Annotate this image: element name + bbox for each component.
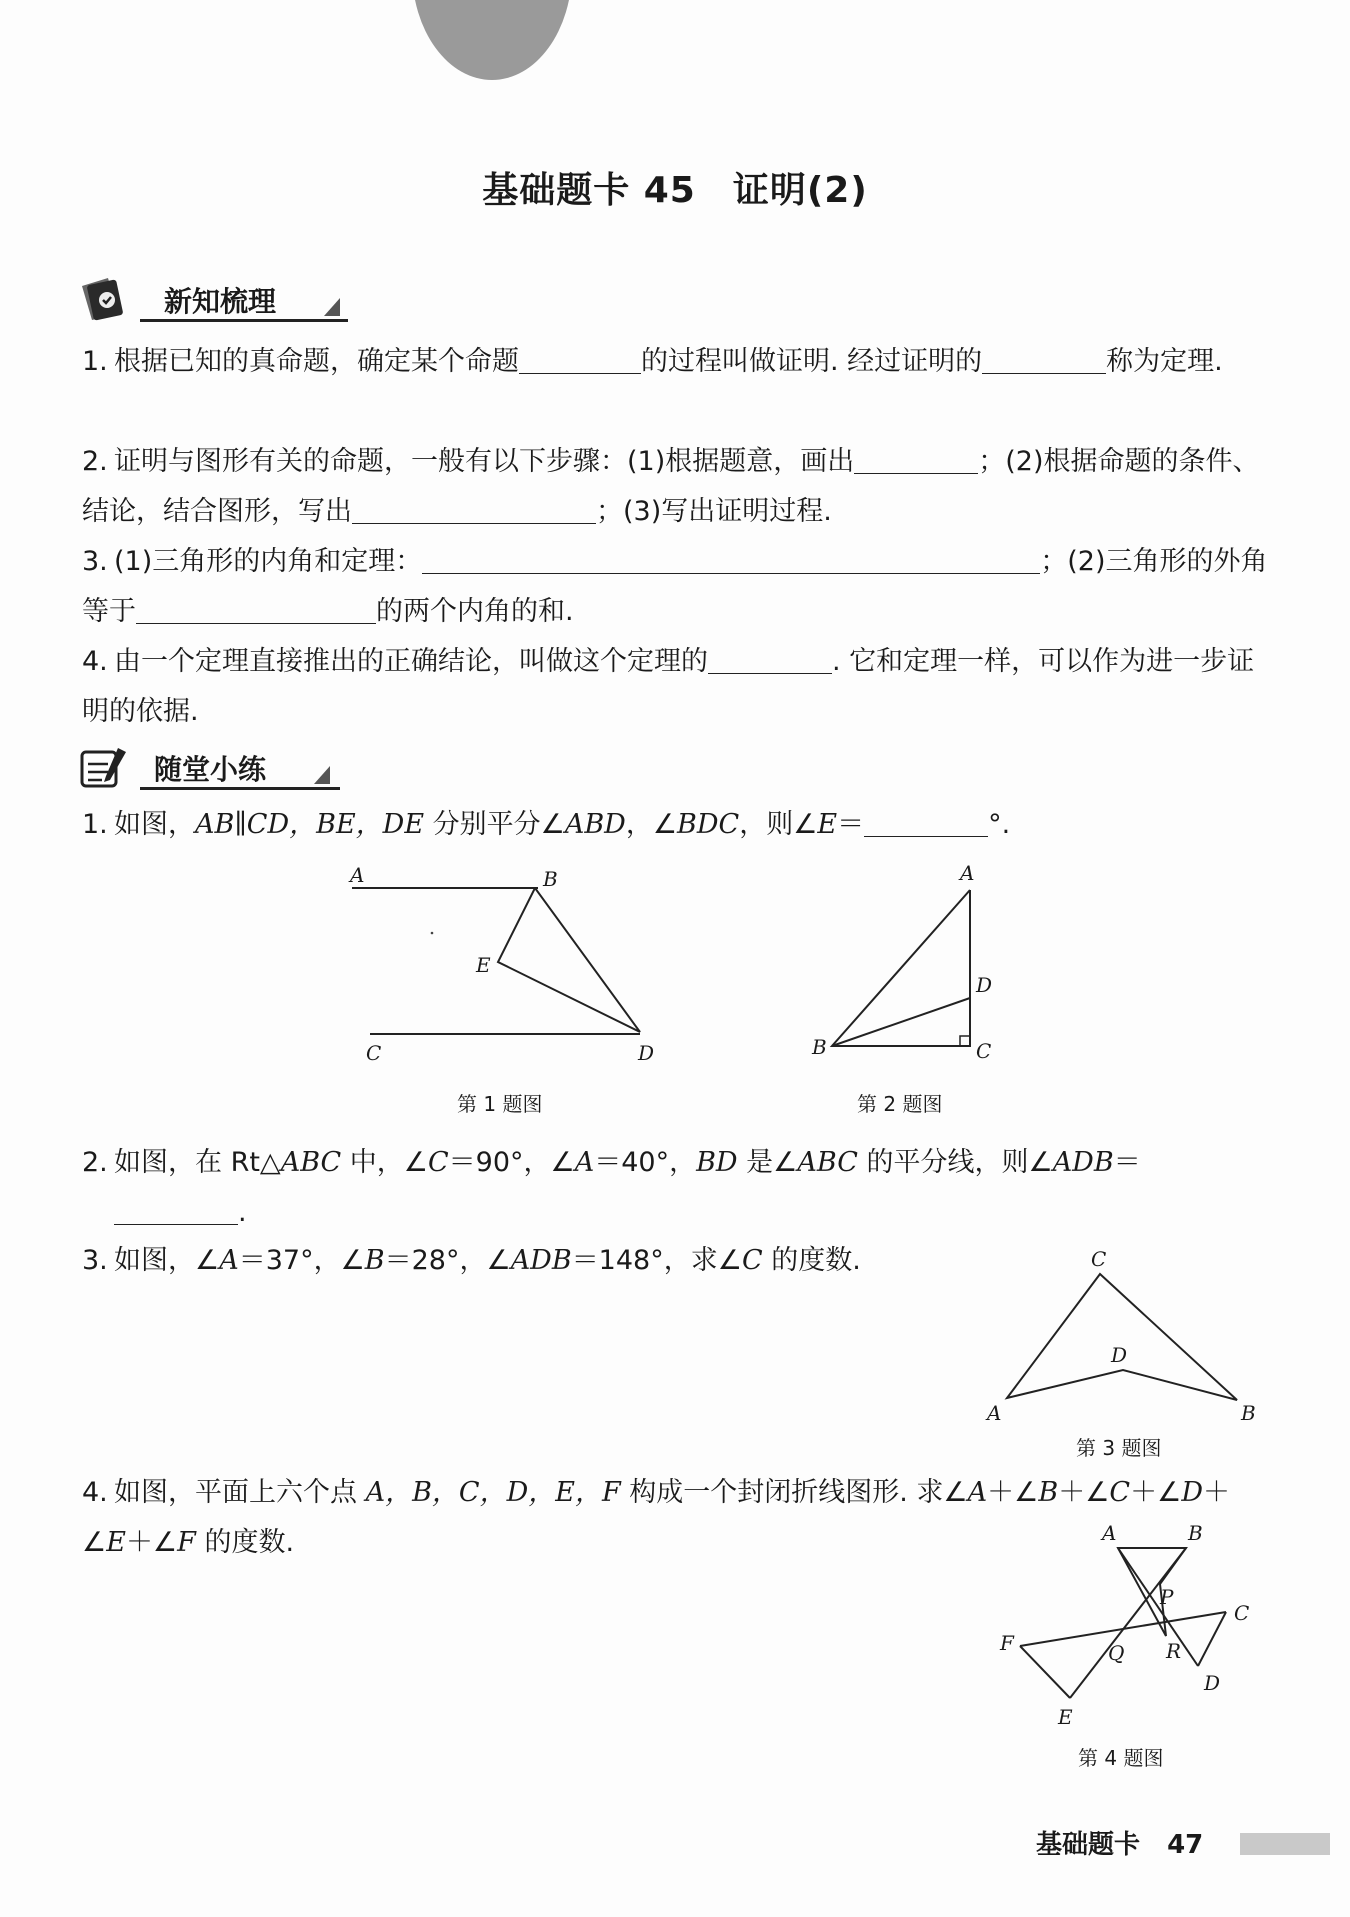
figure-1: [340, 860, 680, 1070]
figure-1-caption: 第 1 题图: [457, 1092, 543, 1116]
fig4-label-f: F: [1000, 1631, 1014, 1655]
figure-2: [800, 860, 1020, 1070]
footer-label: 基础题卡: [1036, 1830, 1141, 1860]
knowledge-item-4: 4. 由一个定理直接推出的正确结论，叫做这个定理的 . 它和定理一样，可以作为进一步证明的依据.: [82, 637, 1272, 737]
fig4-label-e: E: [1058, 1705, 1073, 1729]
knowledge-item-1: 1. 根据已知的真命题，确定某个命题 的过程叫做证明. 经过证明的 称为定理.: [82, 337, 1272, 387]
decorative-circle: [412, 0, 572, 80]
fig2-label-a: A: [960, 861, 975, 885]
section-label: 新知梳理: [164, 285, 277, 318]
fig3-label-d: D: [1111, 1343, 1128, 1367]
figure-4-caption: 第 4 题图: [1078, 1746, 1164, 1770]
page-number: 47: [1167, 1830, 1204, 1860]
fig3-label-a: A: [987, 1401, 1002, 1425]
clipboard-check-icon: [78, 276, 134, 322]
fig1-label-d: D: [638, 1041, 655, 1065]
fig1-label-b: B: [543, 867, 558, 891]
figure-3-caption: 第 3 题图: [1076, 1436, 1162, 1460]
knowledge-item-3: 3. (1)三角形的内角和定理： ；(2)三角形的外角等于 的两个内角的和.: [82, 537, 1272, 637]
fig4-label-b: B: [1188, 1521, 1203, 1545]
knowledge-item-2: 2. 证明与图形有关的命题，一般有以下步骤：(1)根据题意，画出 ；(2)根据命题的条件、结论，结合图形，写出 ；(3)写出证明过程.: [82, 437, 1272, 537]
practice-item-1: 1. 如图，AB∥CD，BE，DE 分别平分∠ABD，∠BDC，则∠E＝ °.: [82, 800, 1272, 850]
fig4-label-c: C: [1234, 1601, 1250, 1625]
fig1-label-e: E: [476, 953, 491, 977]
fig3-label-c: C: [1091, 1247, 1107, 1271]
fig4-label-a: A: [1102, 1521, 1117, 1545]
fig1-label-c: C: [366, 1041, 382, 1065]
footer-bar: [1240, 1833, 1330, 1855]
page-title: 基础题卡 45 证明(2): [482, 170, 868, 211]
figure-4: [990, 1520, 1280, 1740]
section-label: 随堂小练: [154, 753, 267, 786]
notepad-pencil-icon: [78, 744, 134, 790]
fig4-label-r: R: [1166, 1639, 1182, 1663]
fig4-label-p: P: [1160, 1585, 1174, 1609]
section-header-new-knowledge: [78, 276, 348, 322]
fig2-label-d: D: [976, 973, 993, 997]
fig4-label-d: D: [1204, 1671, 1221, 1695]
footer: [1036, 1824, 1203, 1861]
figure-3: [975, 1240, 1265, 1430]
fig4-label-q: Q: [1108, 1641, 1125, 1665]
fig3-label-b: B: [1241, 1401, 1256, 1425]
figure-2-caption: 第 2 题图: [857, 1092, 943, 1116]
practice-item-2: 2. 如图，在 Rt△ABC 中，∠C＝90°，∠A＝40°，BD 是∠ABC 的平分线，则∠ADB＝ .: [82, 1147, 1141, 1228]
fig2-label-b: B: [812, 1035, 827, 1059]
section-header-practice: [78, 744, 338, 790]
practice-item-3: 3. 如图，∠A＝37°，∠B＝28°，∠ADB＝148°，求∠C 的度数.: [82, 1245, 861, 1276]
fig1-label-a: A: [350, 863, 365, 887]
fig2-label-c: C: [976, 1039, 992, 1063]
practice-item-4: 4. 如图，平面上六个点 A，B，C，D，E，F 构成一个封闭折线图形. 求∠A＋∠B＋∠C＋∠D＋∠E＋∠F 的度数.: [82, 1477, 1230, 1558]
